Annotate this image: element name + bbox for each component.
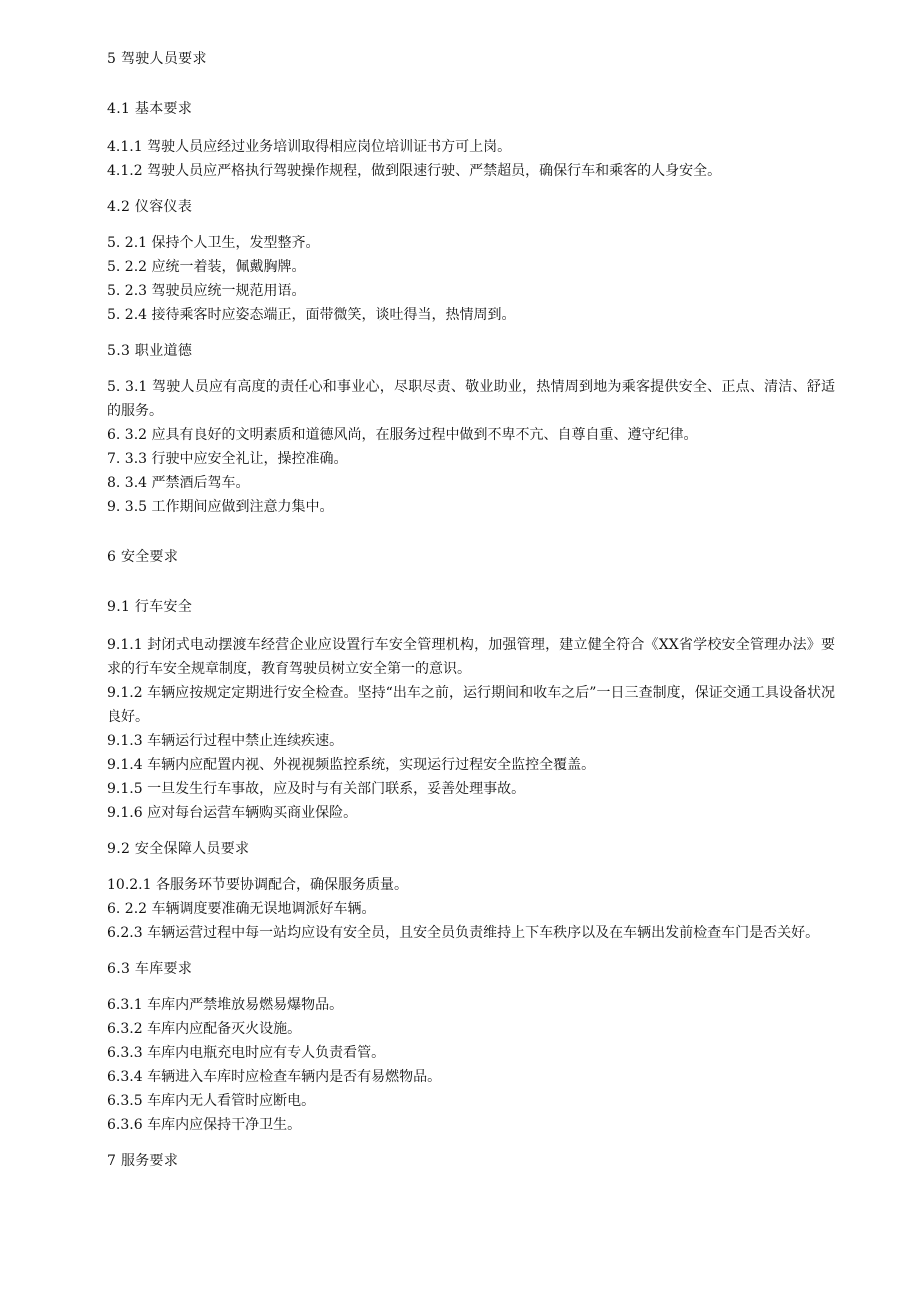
document-page xyxy=(107,47,835,1173)
clause-7-3-3: 7. 3.3 行驶中应安全礼让，操控准确。 xyxy=(107,451,348,467)
clause-6-3-1: 6.3.1 车库内严禁堆放易燃易爆物品。 xyxy=(107,997,344,1013)
clause-8-3-4: 8. 3.4 严禁酒后驾车。 xyxy=(107,475,250,491)
heading-section-5: 5 驾驶人员要求 xyxy=(107,51,207,67)
clause-6-2-3: 6.2.3 车辆运营过程中每一站均应设有安全员，且安全员负责维持上下车秩序以及在车辆出发前检查车门是否关好。 xyxy=(107,925,820,941)
heading-5-3: 5.3 职业道德 xyxy=(107,343,193,359)
clause-6-3-3: 6.3.3 车库内电瓶充电时应有专人负责看管。 xyxy=(107,1045,386,1061)
clause-9-1-1: 9.1.1 封闭式电动摆渡车经营企业应设置行车安全管理机构，加强管理，建立健全符合《XX省学校安全管理办法》要求的行车安全规章制度，教育驾驶员树立安全第一的意识。 xyxy=(107,637,835,677)
clause-9-1-6: 9.1.6 应对每台运营车辆购买商业保险。 xyxy=(107,805,358,821)
heading-4-2: 4.2 仪容仪表 xyxy=(107,199,193,215)
clause-4-1-1: 4.1.1 驾驶人员应经过业务培训取得相应岗位培训证书方可上岗。 xyxy=(107,139,512,155)
heading-4-1: 4.1 基本要求 xyxy=(107,101,193,117)
clause-9-1-3: 9.1.3 车辆运行过程中禁止连续疾速。 xyxy=(107,733,344,749)
heading-9-1: 9.1 行车安全 xyxy=(107,599,193,615)
clause-9-1-2: 9.1.2 车辆应按规定定期进行安全检查。坚持“出车之前，运行期间和收车之后”一日三查制度，保证交通工具设备状况良好。 xyxy=(107,685,835,725)
clause-10-2-1: 10.2.1 各服务环节要协调配合，确保服务质量。 xyxy=(107,877,408,893)
clause-5-2-4: 5. 2.4 接待乘客时应姿态端正，面带微笑，谈吐得当，热情周到。 xyxy=(107,307,516,323)
heading-section-6: 6 安全要求 xyxy=(107,549,179,565)
heading-section-7: 7 服务要求 xyxy=(107,1153,179,1169)
clause-6-3-5: 6.3.5 车库内无人看管时应断电。 xyxy=(107,1093,316,1109)
clause-5-2-3: 5. 2.3 驾驶员应统一规范用语。 xyxy=(107,283,306,299)
clause-6-3-6: 6.3.6 车库内应保持干净卫生。 xyxy=(107,1117,302,1133)
clause-5-3-1: 5. 3.1 驾驶人员应有高度的责任心和事业心，尽职尽责、敬业助业，热情周到地为乘客提供安全、正点、清洁、舒适的服务。 xyxy=(107,379,835,419)
clause-9-3-5: 9. 3.5 工作期间应做到注意力集中。 xyxy=(107,499,334,515)
clause-9-1-4: 9.1.4 车辆内应配置内视、外视视频监控系统，实现运行过程安全监控全覆盖。 xyxy=(107,757,596,773)
clause-6-3-2: 6. 3.2 应具有良好的文明素质和道德风尚，在服务过程中做到不卑不亢、自尊自重、遵守纪律。 xyxy=(107,427,698,443)
clause-5-2-2: 5. 2.2 应统一着装，佩戴胸牌。 xyxy=(107,259,306,275)
clause-6-3-4: 6.3.4 车辆进入车库时应检查车辆内是否有易燃物品。 xyxy=(107,1069,442,1085)
clause-4-1-2: 4.1.2 驾驶人员应严格执行驾驶操作规程，做到限速行驶、严禁超员，确保行车和乘客的人身安全。 xyxy=(107,163,722,179)
heading-9-2: 9.2 安全保障人员要求 xyxy=(107,841,250,857)
clause-6-2-2: 6. 2.2 车辆调度要准确无误地调派好车辆。 xyxy=(107,901,376,917)
clause-6-3-2: 6.3.2 车库内应配备灭火设施。 xyxy=(107,1021,302,1037)
clause-9-1-5: 9.1.5 一旦发生行车事故，应及时与有关部门联系，妥善处理事故。 xyxy=(107,781,526,797)
clause-5-2-1: 5. 2.1 保持个人卫生，发型整齐。 xyxy=(107,235,320,251)
heading-6-3: 6.3 车库要求 xyxy=(107,961,193,977)
